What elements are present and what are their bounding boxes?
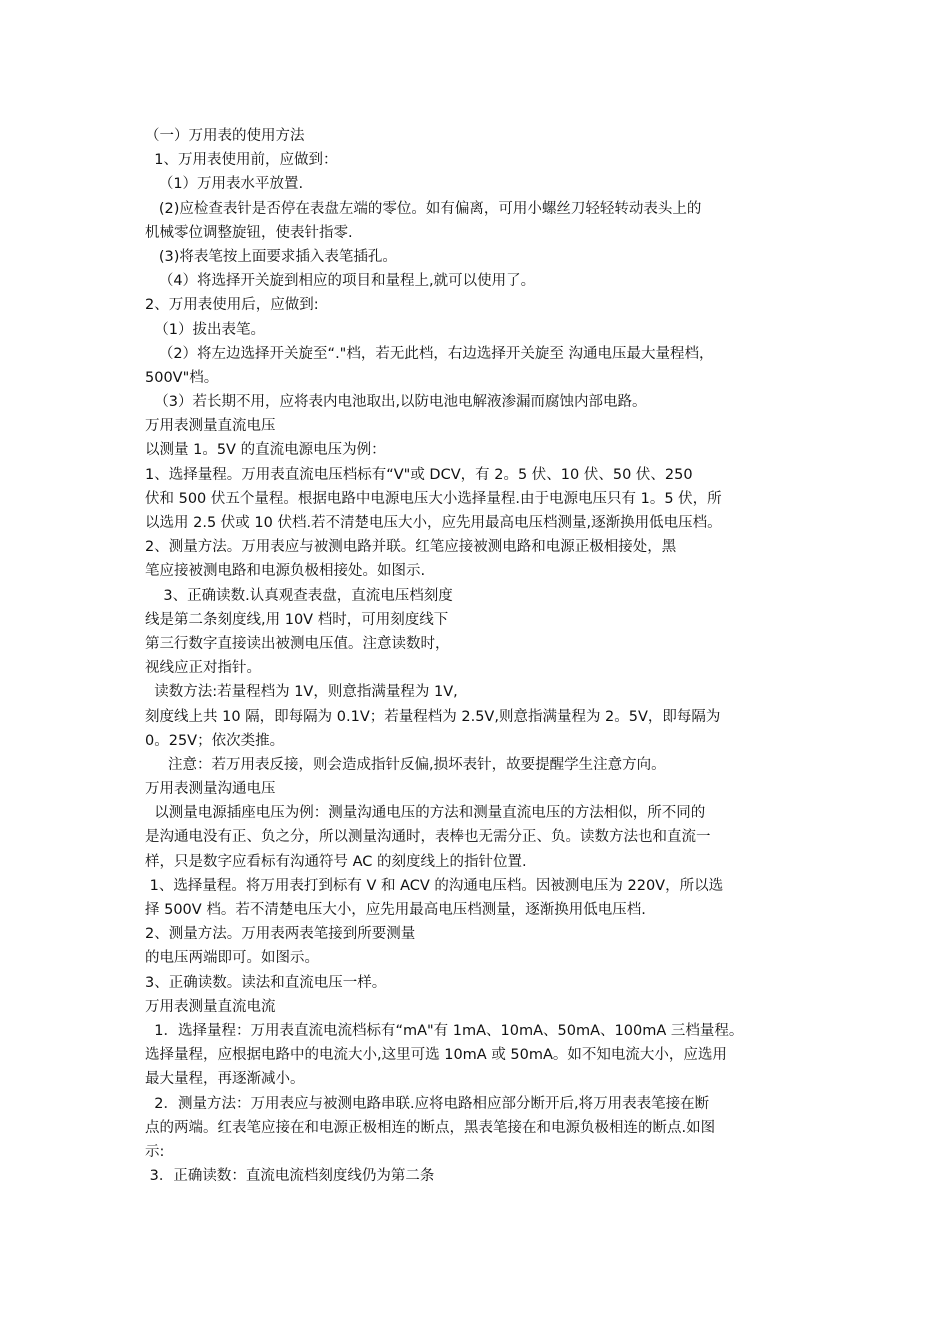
text-line: 的电压两端即可。如图示。 [145, 950, 319, 967]
text-line: 2、测量方法。万用表应与被测电路并联。红笔应接被测电路和电源正极相接处，黑 [145, 539, 677, 556]
text-line: 万用表测量直流电流 [145, 998, 276, 1015]
text-line: 1、选择量程。万用表直流电压档标有“V"或 DCV，有 2。5 伏、10 伏、50 伏、250 [145, 466, 693, 483]
text-line: 择 500V 档。若不清楚电压大小，应先用最高电压档测量，逐渐换用低电压档. [145, 902, 646, 918]
text-line: 选择量程，应根据电路中的电流大小,这里可选 10mA 或 50mA。如不知电流大小，应选用 [145, 1047, 727, 1064]
text-line: 以测量 1。5V 的直流电源电压为例： [145, 442, 386, 459]
text-line: 万用表测量沟通电压 [145, 781, 276, 798]
text-line: （1）万用表水平放置. [145, 176, 304, 193]
text-line: （一）万用表的使用方法 [145, 128, 305, 144]
text-line: 3、正确读数。读法和直流电压一样。 [145, 974, 387, 991]
text-line: （4）将选择开关旋到相应的项目和量程上,就可以使用了。 [145, 273, 536, 290]
text-line: 机械零位调整旋钮，使表针指零. [145, 224, 353, 241]
text-line: 3、正确读数.认真观查表盘，直流电压档刻度 [145, 587, 453, 604]
text-line: 2、测量方法。万用表两表笔接到所要测量 [145, 926, 416, 943]
text-line: 伏和 500 伏五个量程。根据电路中电源电压大小选择量程.由于电源电压只有 1。5 伏，所 [145, 490, 722, 507]
text-line: （2）将左边选择开关旋至“."档，若无此档，右边选择开关旋至 沟通电压最大量程档， [145, 345, 714, 362]
text-line: 以测量电源插座电压为例：测量沟通电压的方法和测量直流电压的方法相似，所不同的 [145, 805, 706, 822]
text-line: 点的两端。红表笔应接在和电源正极相连的断点，黑表笔接在和电源负极相连的断点.如图 [145, 1119, 716, 1136]
text-line: (3)将表笔按上面要求插入表笔插孔。 [145, 248, 397, 265]
text-line: 以选用 2.5 伏或 10 伏档.若不清楚电压大小，应先用最高电压档测量,逐渐换用低电压档。 [145, 515, 722, 531]
text-line: 样，只是数字应看标有沟通符号 AC 的刻度线上的指针位置. [145, 853, 527, 870]
text-line: 刻度线上共 10 隔，即每隔为 0.1V；若量程档为 2.5V,则意指满量程为 2。5V，即每隔为 [145, 708, 721, 725]
text-line: （1）拔出表笔。 [145, 321, 265, 338]
text-line: 示: [145, 1143, 165, 1160]
text-line: 2、万用表使用后，应做到: [145, 297, 319, 314]
text-line: 3．正确读数：直流电流档刻度线仍为第二条 [145, 1168, 435, 1185]
text-line: 第三行数字直接读出被测电压值。注意读数时， [145, 635, 450, 652]
text-line: 注意：若万用表反接，则会造成指针反偏,损坏表针，故要提醒学生注意方向。 [145, 756, 666, 773]
text-line: 2．测量方法：万用表应与被测电路串联.应将电路相应部分断开后,将万用表表笔接在断 [145, 1095, 710, 1112]
text-line: 读数方法:若量程档为 1V，则意指满量程为 1V, [145, 684, 458, 701]
text-line: 0。25V；依次类推。 [145, 732, 285, 749]
text-line: 1、选择量程。将万用表打到标有 V 和 ACV 的沟通电压档。因被测电压为 220V，所以选 [145, 877, 724, 894]
text-line: （3）若长期不用，应将表内电池取出,以防电池电解液渗漏而腐蚀内部电路。 [145, 394, 647, 411]
text-line: 是沟通电没有正、负之分，所以测量沟通时，表棒也无需分正、负。读数方法也和直流一 [145, 829, 711, 846]
text-line: (2)应检查表针是否停在表盘左端的零位。如有偏离，可用小螺丝刀轻轻转动表头上的 [145, 200, 702, 217]
text-line: 1．选择量程：万用表直流电流档标有“mA"有 1mA、10mA、50mA、100mA 三档量程。 [145, 1022, 744, 1039]
text-line: 500V"档。 [145, 369, 219, 386]
text-line: 万用表测量直流电压 [145, 418, 276, 435]
document-body [145, 124, 805, 1188]
text-line: 笔应接被测电路和电源负极相接处。如图示. [145, 563, 426, 580]
text-line: 最大量程，再逐渐减小。 [145, 1071, 305, 1088]
text-line: 线是第二条刻度线,用 10V 档时，可用刻度线下 [145, 611, 449, 628]
text-line: 1、万用表使用前，应做到： [145, 152, 338, 169]
text-line: 视线应正对指针。 [145, 660, 261, 677]
